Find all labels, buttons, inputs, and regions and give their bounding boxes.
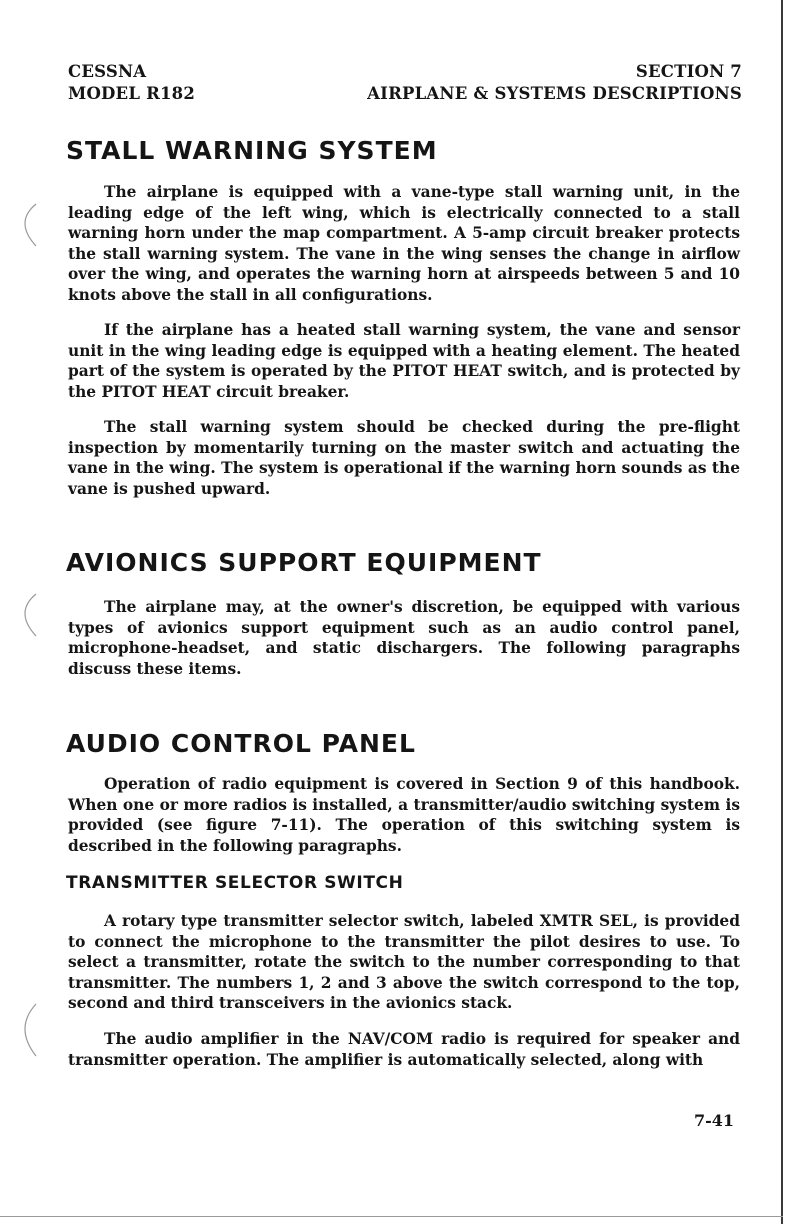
heading-audio-control-panel: AUDIO CONTROL PANEL <box>66 729 416 758</box>
heading-avionics-support-equipment: AVIONICS SUPPORT EQUIPMENT <box>66 548 542 577</box>
heading-stall-warning-system: STALL WARNING SYSTEM <box>66 136 438 165</box>
header-model: MODEL R182 <box>68 84 196 103</box>
punch-hole-mark-top <box>0 200 40 250</box>
paragraph-stall-3: The stall warning system should be checked during the pre-flight inspection by momentarily turning on the master switch and actuating the vane in the wing. The system is operational if the warning horn sounds as the vane is pushed upward. <box>68 418 740 498</box>
page-edge-right <box>781 0 783 1224</box>
paragraph-transmitter-2: The audio amplifier in the NAV/COM radio is required for speaker and transmitter operation. The amplifier is automatically selected, along with <box>68 1030 740 1069</box>
heading-transmitter-selector-switch: TRANSMITTER SELECTOR SWITCH <box>66 873 404 893</box>
page-number: 7-41 <box>693 1111 734 1130</box>
punch-hole-mark-middle <box>0 590 40 640</box>
header-section-title: AIRPLANE & SYSTEMS DESCRIPTIONS <box>367 84 742 103</box>
paragraph-stall-2: If the airplane has a heated stall warning system, the vane and sensor unit in the wing leading edge is equipped with a heating element. The heated part of the system is operated by the PITOT HEAT switch, and is protected by the PITOT HEAT circuit breaker. <box>68 321 740 401</box>
running-header-right <box>367 61 742 105</box>
running-header-left <box>68 61 195 105</box>
page-edge-bottom <box>0 1216 783 1217</box>
paragraph-audio-1: Operation of radio equipment is covered in Section 9 of this handbook. When one or more radios is installed, a transmitter/audio switching system is provided (see figure 7-11). The operation of this switching system is described in the following paragraphs. <box>68 775 740 855</box>
punch-hole-mark-bottom <box>0 1000 40 1060</box>
header-manufacturer: CESSNA <box>68 62 147 81</box>
paragraph-stall-1: The airplane is equipped with a vane-type stall warning unit, in the leading edge of the left wing, which is electrically connected to a stall warning horn under the map compartment. A 5-amp circuit breaker protects the stall warning system. The vane in the wing senses the change in airflow over the wing, and operates the warning horn at airspeeds between 5 and 10 knots above the stall in all configurations. <box>68 183 740 304</box>
paragraph-transmitter-1: A rotary type transmitter selector switch, labeled XMTR SEL, is provided to connect the microphone to the transmitter the pilot desires to use. To select a transmitter, rotate the switch to the number corresponding to that transmitter. The numbers 1, 2 and 3 above the switch correspond to the top, second and third transceivers in the avionics stack. <box>68 912 740 1013</box>
paragraph-avionics-1: The airplane may, at the owner's discretion, be equipped with various types of avionics support equipment such as an audio control panel, microphone-headset, and static dischargers. The following paragraphs discuss these items. <box>68 598 740 678</box>
header-section: SECTION 7 <box>635 62 742 81</box>
